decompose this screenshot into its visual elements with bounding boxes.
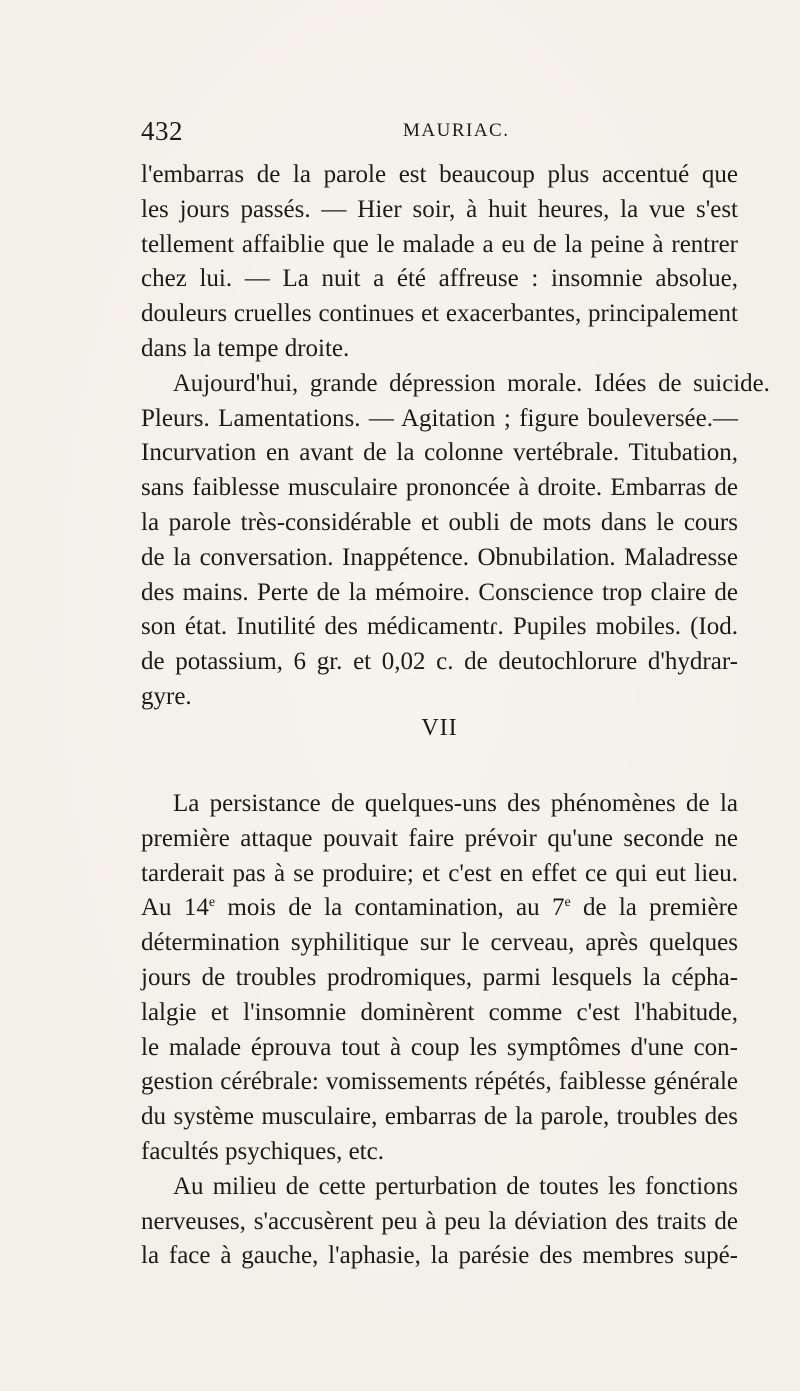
- text-line: La persistance de quelques-uns des phénomènes de la: [173, 790, 738, 817]
- text-line: détermination syphilitique sur le cerveau, après quelques: [141, 929, 738, 957]
- ordinal-superscript: e: [564, 895, 571, 911]
- text-line: la parole très-considérable et oubli de mots dans le cours: [141, 508, 738, 536]
- section-heading: VII: [421, 715, 458, 741]
- text-run: mois de la contamination, au 7: [215, 894, 565, 922]
- text-line: nerveuses, s'accusèrent peu à peu la déviation des traits de: [141, 1207, 738, 1235]
- text-line: la face à gauche, l'aphasie, la parésie des membres supé-: [141, 1242, 738, 1270]
- text-run: de la première: [570, 894, 739, 922]
- text-line: le malade éprouva tout à coup les symptômes d'une con-: [141, 1033, 738, 1061]
- text-line: l'embarras de la parole est beaucoup plus accentué que: [141, 161, 738, 188]
- text-line: première attaque pouvait faire prévoir qu'une seconde ne: [141, 824, 738, 852]
- page-number: 432: [141, 116, 183, 146]
- text-line: Pleurs. Lamentations. — Agitation ; figure bouleversée.—: [141, 404, 738, 432]
- text-line: chez lui. — La nuit a été affreuse : insomnie absolue,: [141, 265, 738, 293]
- text-line-with-superscripts: [141, 891, 738, 926]
- text-line: les jours passés. — Hier soir, à huit heures, la vue s'est: [141, 195, 738, 223]
- text-block-top: [141, 158, 770, 715]
- text-line: facultés psychiques, etc.: [141, 1137, 384, 1165]
- text-line: tarderait pas à se produire; et c'est en effet ce qui eut lieu.: [141, 859, 738, 887]
- text-line: gestion cérébrale: vomissements répétés, faiblesse générale: [141, 1068, 738, 1096]
- text-line: du système musculaire, embarras de la parole, troubles des: [141, 1103, 738, 1131]
- text-run: Au 14: [141, 894, 209, 922]
- text-line: jours de troubles prodromiques, parmi lesquels la cépha-: [141, 963, 738, 991]
- text-line: son état. Inutilité des médicamentɾ. Pupiles mobiles. (Iod.: [141, 613, 738, 641]
- text-line: lalgie et l'insomnie dominèrent comme c'est l'habitude,: [141, 998, 738, 1026]
- text-line: des mains. Perte de la mémoire. Conscience trop claire de: [141, 578, 738, 606]
- text-line: de la conversation. Inappétence. Obnubilation. Maladresse: [141, 543, 738, 571]
- text-line: de potassium, 6 gr. et 0,02 c. de deutochlorure d'hydrar-: [141, 648, 738, 676]
- text-line: Au milieu de cette perturbation de toutes les fonctions: [173, 1172, 738, 1200]
- text-line: Aujourd'hui, grande dépression morale. Idées de suicide.: [172, 369, 770, 397]
- text-line: tellement affaiblie que le malade a eu de la peine à rentrer: [141, 230, 738, 258]
- running-title: MAURIAC.: [403, 120, 510, 141]
- text-line: Incurvation en avant de la colonne vertébrale. Titubation,: [141, 439, 738, 467]
- text-block-bottom: [141, 787, 738, 1274]
- ordinal-superscript: e: [208, 895, 216, 911]
- text-line: douleurs cruelles continues et exacerbantes, principalement: [141, 300, 738, 328]
- text-line: dans la tempe droite.: [141, 334, 350, 362]
- running-head: [141, 116, 738, 152]
- text-line: sans faiblesse musculaire prononcée à droite. Embarras de: [141, 474, 738, 502]
- text-line: gyre.: [141, 682, 192, 710]
